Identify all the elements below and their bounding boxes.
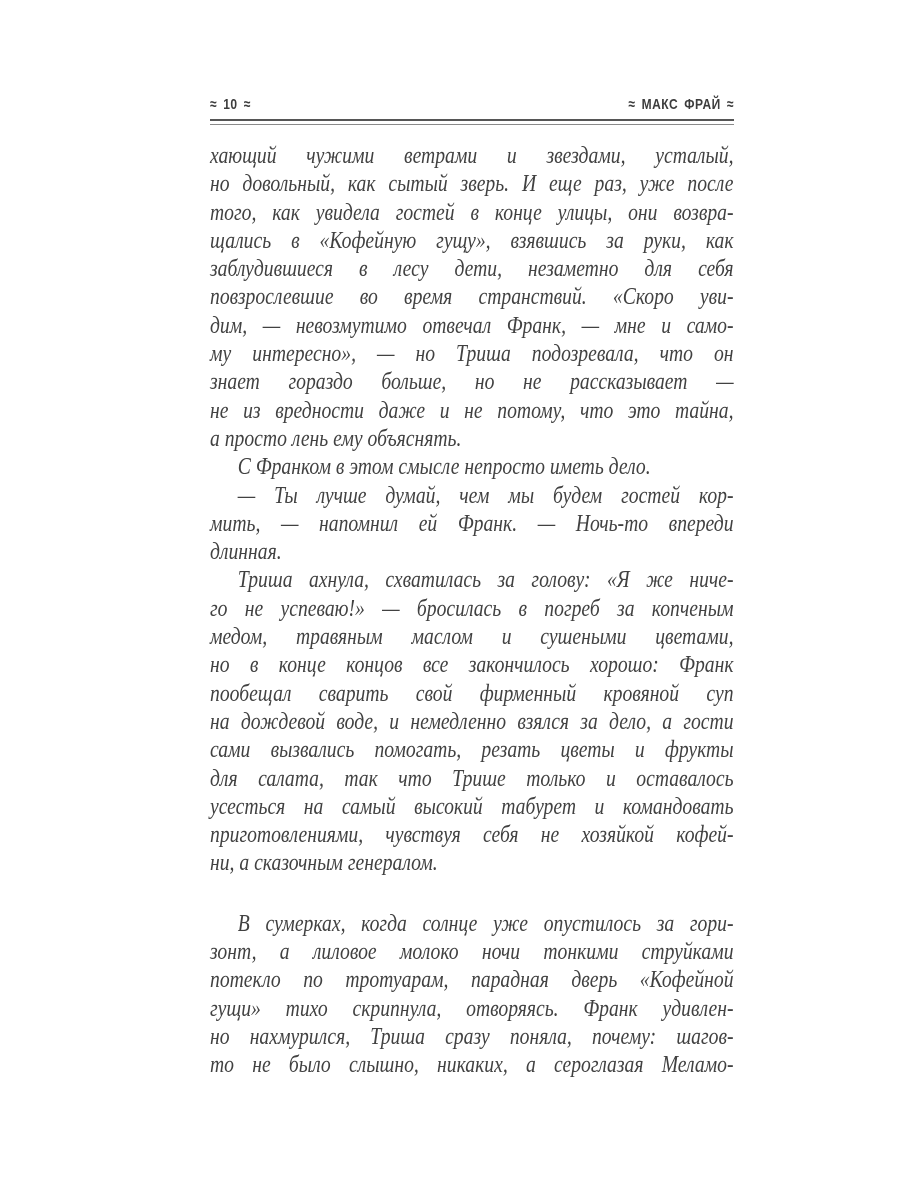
text-line: гущи» тихо скрипнула, отворяясь. Франк удивлен- <box>210 995 734 1022</box>
text-line: пообещал сварить свой фирменный кровяной суп <box>210 680 734 707</box>
text-line: хающий чужими ветрами и звездами, усталый, <box>210 143 734 169</box>
text-line: заблудившиеся в лесу дети, незаметно для себя <box>210 256 734 283</box>
text-line: мить, — напомнил ей Франк. — Ночь-то впереди <box>210 510 734 537</box>
text-line: длинная. <box>210 539 282 566</box>
running-head-author: ≈ МАКС ФРАЙ ≈ <box>628 96 734 113</box>
paragraph <box>210 910 734 1080</box>
text-line: приготовлениями, чувствуя себя не хозяйкой кофей- <box>210 822 734 849</box>
text-line: того, как увидела гостей в конце улицы, они возвра- <box>210 199 734 226</box>
paragraph <box>210 566 734 877</box>
text-line: зонт, а лиловое молоко ночи тонкими струйками <box>210 939 734 966</box>
text-line: ни, а сказочным генералом. <box>210 850 438 877</box>
text-line: а просто лень ему объяснять. <box>210 425 462 452</box>
paragraph <box>210 142 734 453</box>
text-line: но нахмурился, Триша сразу поняла, почему: шагов- <box>210 1023 734 1050</box>
text-line: для салата, так что Трише только и оставалось <box>210 765 734 792</box>
text-line: сами вызвались помогать, резать цветы и фрукты <box>210 737 734 764</box>
header-rule-thick-line <box>210 119 734 121</box>
text-line: му интересно», — но Триша подозревала, что он <box>210 341 734 368</box>
running-head <box>210 96 734 113</box>
header-rule-divider <box>210 119 734 125</box>
page-number: ≈ 10 ≈ <box>210 96 251 113</box>
text-line: повзрослевшие во время странствий. «Скоро уви- <box>210 284 734 311</box>
text-line: знает гораздо больше, но не рассказывает — <box>210 369 734 396</box>
text-line: то не было слышно, никаких, а сероглазая Меламо- <box>210 1052 734 1079</box>
text-line: усесться на самый высокий табурет и командовать <box>210 793 734 820</box>
text-line: С Франком в этом смысле непросто иметь дело. <box>237 454 651 481</box>
paragraph <box>210 482 734 567</box>
text-line: медом, травяным маслом и сушеными цветами, <box>210 624 734 651</box>
text-line: щались в «Кофейную гущу», взявшись за руки, как <box>210 227 734 254</box>
page-body-text <box>210 142 734 1080</box>
text-line: В сумерках, когда солнце уже опустилось за гори- <box>237 910 734 937</box>
text-line: дим, — невозмутимо отвечал Франк, — мне и само- <box>210 312 734 339</box>
paragraph <box>210 453 734 481</box>
text-line: Триша ахнула, схватилась за голову: «Я же ниче- <box>237 567 734 594</box>
text-line: не из вредности даже и не потому, что это тайна, <box>210 397 734 424</box>
text-line: потекло по тротуарам, парадная дверь «Кофейной <box>210 967 734 994</box>
text-line: на дождевой воде, и немедленно взялся за дело, а гости <box>210 708 734 735</box>
text-line: но в конце концов все закончилось хорошо: Франк <box>210 652 734 679</box>
text-line: — Ты лучше думай, чем мы будем гостей кор- <box>237 482 734 509</box>
text-line: но довольный, как сытый зверь. И еще раз, уже после <box>210 171 734 198</box>
header-rule-thin-line <box>210 124 734 125</box>
text-line: го не успеваю!» — бросилась в погреб за копченым <box>210 595 734 622</box>
